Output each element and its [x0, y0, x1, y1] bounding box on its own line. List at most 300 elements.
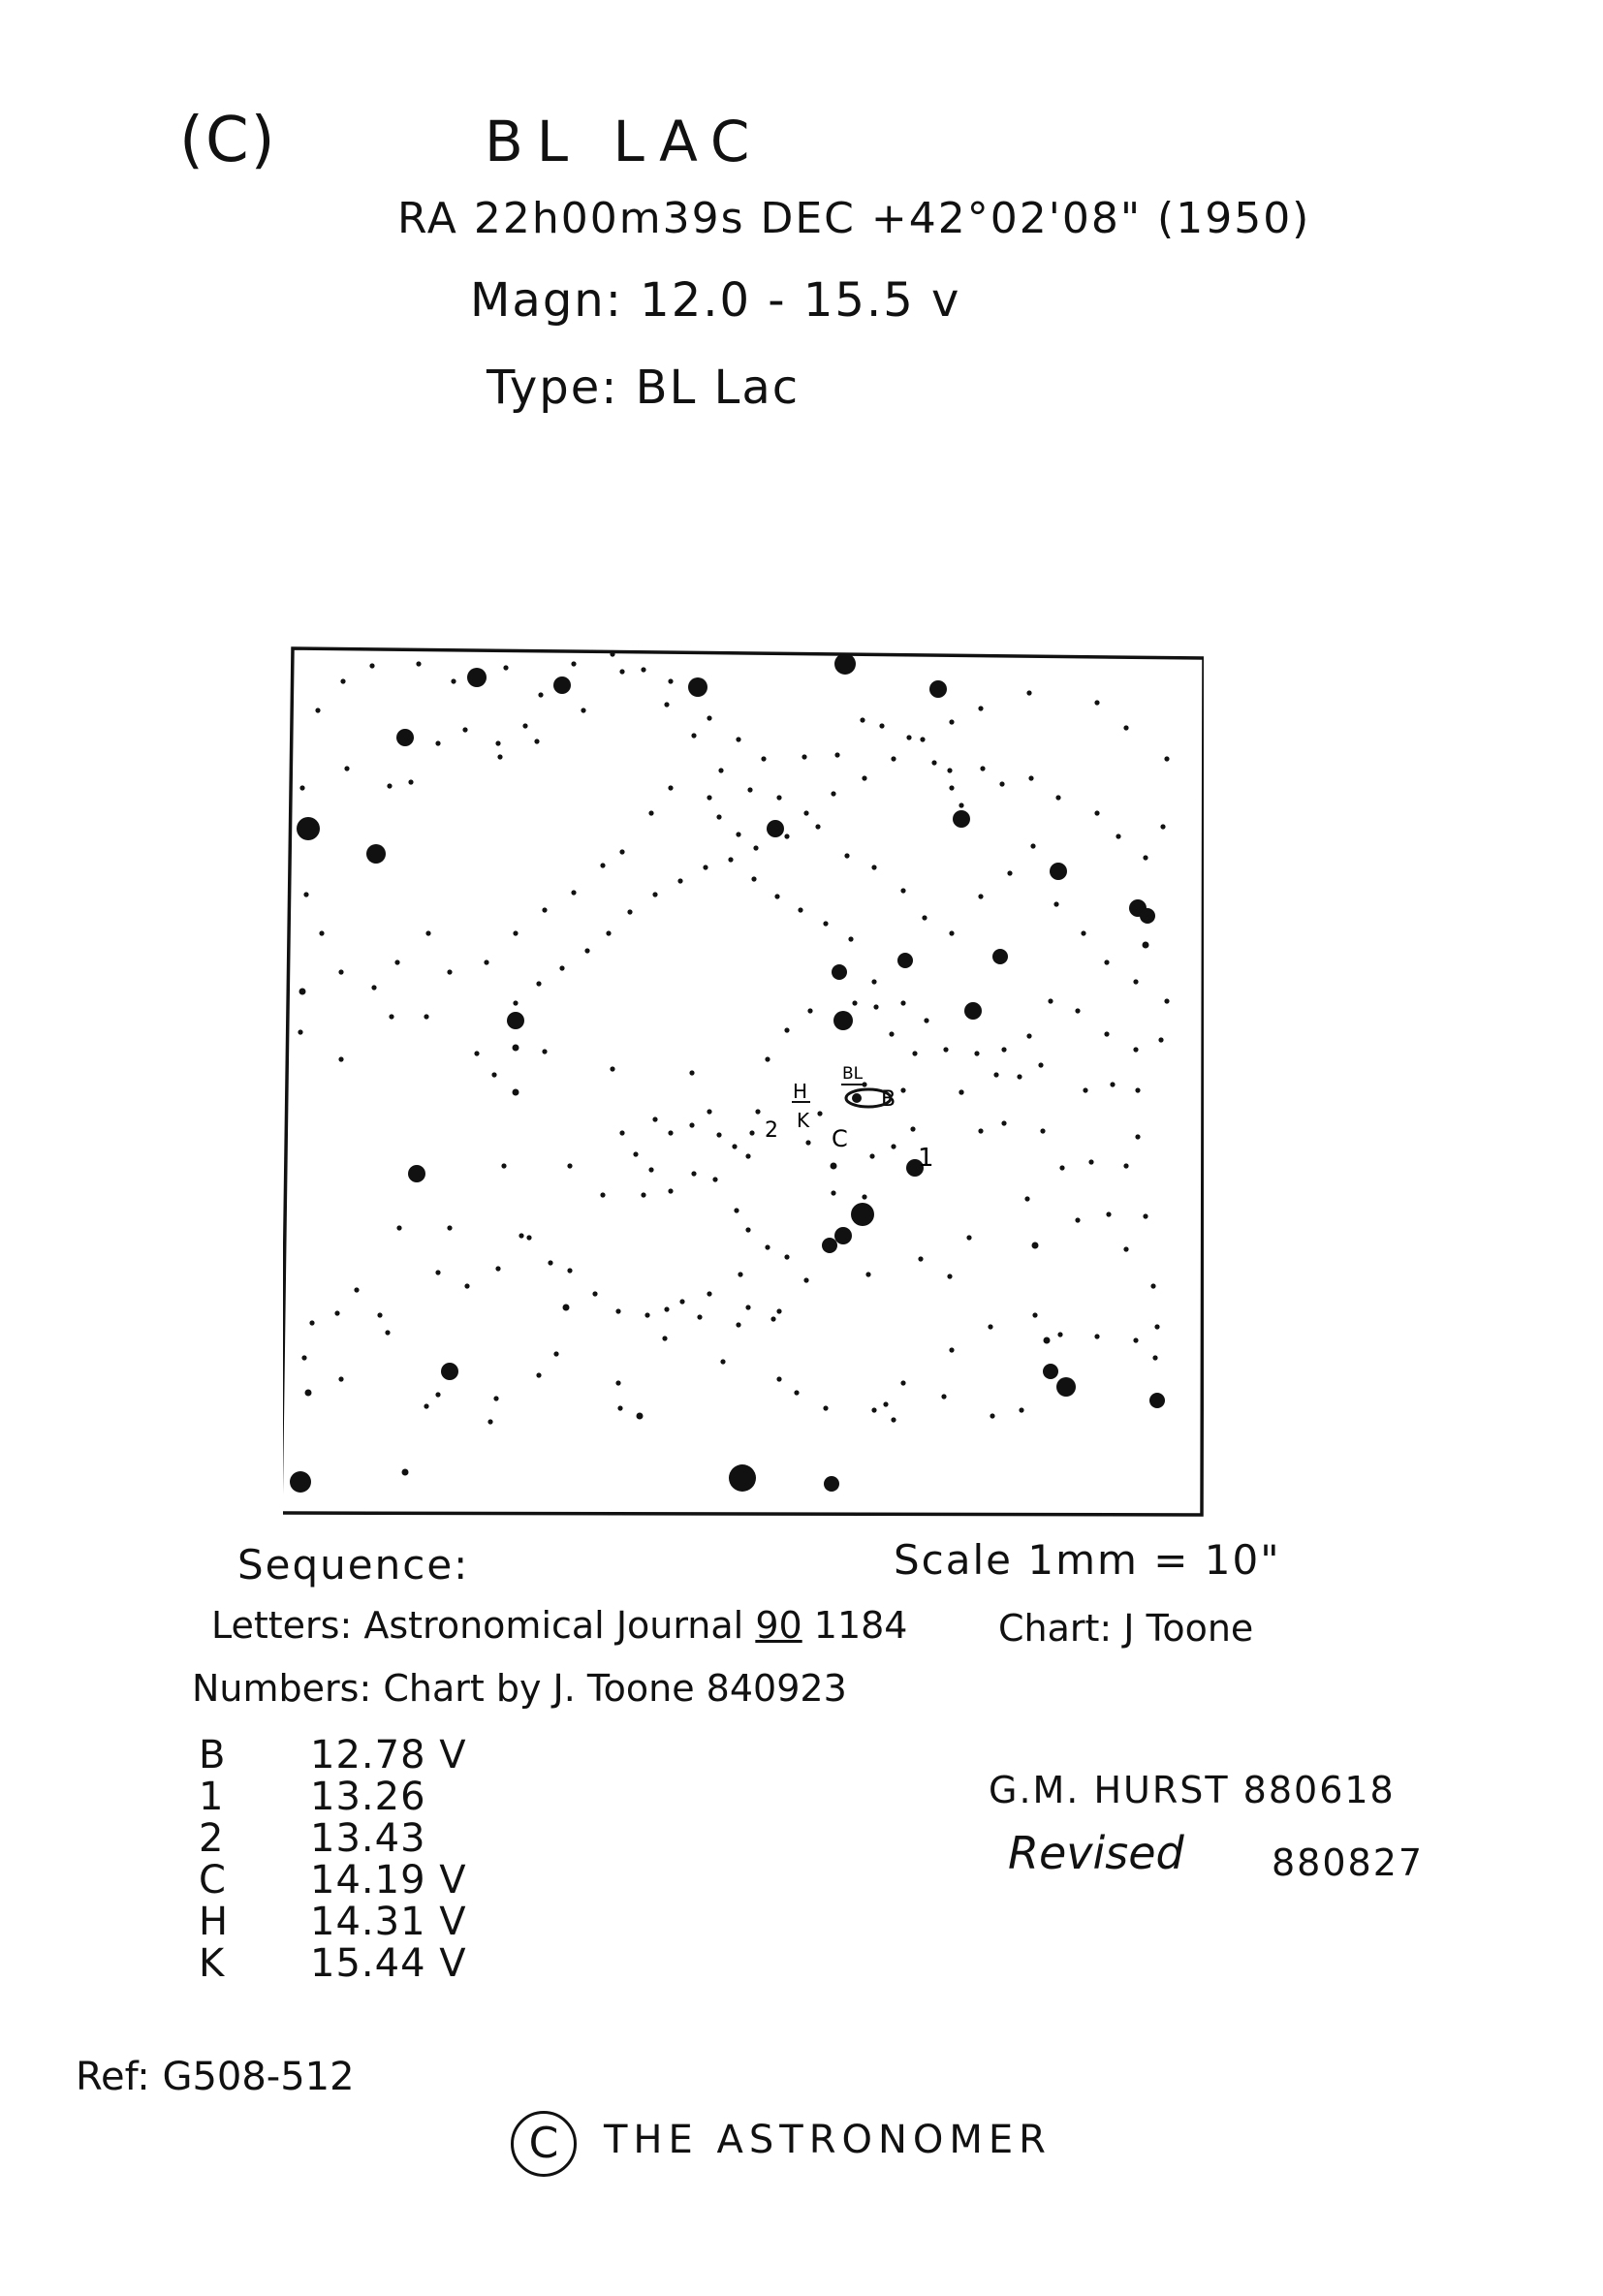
field-star	[354, 1287, 359, 1292]
field-star	[1081, 930, 1085, 935]
field-star	[844, 853, 849, 858]
sequence-mag: 14.31 V	[310, 1900, 467, 1944]
field-star	[707, 1291, 711, 1296]
field-star	[366, 844, 386, 864]
sequence-id: B	[199, 1733, 226, 1777]
field-star	[732, 1144, 737, 1148]
field-star	[534, 739, 539, 743]
field-star	[691, 733, 696, 738]
field-star	[964, 1002, 982, 1020]
field-star	[338, 1376, 343, 1381]
field-star	[734, 1208, 739, 1212]
field-star	[1048, 998, 1053, 1003]
field-star	[851, 1203, 874, 1226]
field-star	[484, 959, 488, 964]
field-star	[501, 1163, 506, 1168]
field-star	[784, 1254, 789, 1259]
field-star	[862, 1194, 866, 1199]
field-star	[824, 1476, 839, 1492]
field-star	[610, 651, 614, 656]
field-star	[299, 785, 304, 790]
field-star	[745, 1153, 750, 1158]
field-star	[542, 907, 547, 912]
field-star	[803, 1277, 808, 1282]
field-star	[571, 890, 576, 895]
field-star	[924, 1018, 928, 1022]
field-star	[949, 785, 954, 790]
field-star	[703, 865, 707, 869]
label-k: K	[797, 1109, 810, 1132]
field-star	[1149, 1393, 1165, 1408]
field-star	[377, 1312, 382, 1317]
field-star	[873, 1004, 878, 1009]
field-star	[802, 754, 806, 759]
field-star	[1135, 1134, 1140, 1139]
field-star	[860, 717, 864, 722]
field-star	[435, 1392, 440, 1397]
field-star	[1135, 1087, 1140, 1092]
coordinates: RA 22h00m39s DEC +42°02'08" (1950)	[397, 194, 1311, 243]
star-chart	[283, 643, 1204, 1534]
field-star	[435, 1270, 440, 1274]
field-star	[1094, 810, 1099, 815]
field-star	[1032, 1312, 1037, 1317]
field-star	[1007, 870, 1012, 875]
field-star	[751, 876, 756, 881]
field-star	[943, 1047, 948, 1052]
field-star	[1055, 795, 1060, 800]
field-star	[941, 1394, 946, 1399]
field-star	[803, 810, 808, 815]
field-star	[736, 1322, 740, 1327]
copyright-icon: C	[511, 2111, 577, 2177]
field-star	[978, 894, 983, 898]
field-star	[491, 1072, 496, 1077]
field-star	[389, 1014, 393, 1019]
field-star	[513, 1089, 519, 1096]
field-star	[641, 667, 645, 672]
field-star	[615, 1308, 620, 1313]
sequence-row	[199, 1943, 467, 1985]
field-star	[542, 1049, 547, 1054]
field-star	[999, 781, 1004, 786]
field-star	[729, 1464, 756, 1492]
field-star	[290, 1471, 311, 1493]
revised-label: Revised	[1008, 1827, 1184, 1879]
field-star	[648, 810, 653, 815]
field-star	[749, 1130, 754, 1135]
field-star	[753, 845, 758, 850]
field-star	[513, 930, 518, 935]
field-star	[592, 1291, 597, 1296]
field-star	[1001, 1120, 1006, 1125]
sequence-id: 1	[199, 1775, 224, 1819]
field-star	[1158, 1037, 1163, 1042]
field-star	[691, 1171, 696, 1176]
field-star	[493, 1396, 498, 1400]
field-star	[865, 1272, 870, 1276]
sequence-row	[199, 1818, 467, 1860]
field-star	[1028, 775, 1033, 780]
field-star	[641, 1192, 645, 1197]
field-star	[852, 1000, 857, 1005]
sequence-id: C	[199, 1858, 226, 1903]
field-star	[447, 1225, 452, 1230]
field-star	[1106, 1211, 1111, 1216]
field-star	[949, 719, 954, 724]
letters-volume: 90	[755, 1604, 802, 1647]
chart-scale: Scale 1mm = 10"	[894, 1536, 1281, 1584]
field-star	[1133, 1047, 1138, 1052]
field-star	[298, 1029, 302, 1034]
author-signature: G.M. HURST 880618	[989, 1769, 1396, 1811]
field-star	[416, 661, 421, 666]
field-star	[891, 1417, 896, 1422]
field-star	[617, 1405, 622, 1410]
field-star	[371, 985, 376, 990]
field-star	[408, 779, 413, 784]
field-star	[464, 1283, 469, 1288]
field-star	[871, 979, 876, 984]
field-star	[755, 1109, 760, 1114]
field-star	[1143, 855, 1147, 860]
field-star	[408, 1165, 425, 1182]
field-star	[385, 1330, 390, 1335]
field-star	[1110, 1082, 1115, 1086]
field-star	[871, 1407, 876, 1412]
field-star	[761, 756, 766, 761]
field-star	[831, 1190, 835, 1195]
field-star	[978, 1128, 983, 1133]
field-star	[784, 833, 789, 838]
field-star	[1094, 1334, 1099, 1338]
field-star	[396, 729, 414, 746]
field-star	[1123, 1163, 1128, 1168]
field-star	[1044, 1337, 1051, 1344]
field-star	[891, 756, 896, 761]
field-star	[600, 1192, 605, 1197]
field-star	[648, 1167, 653, 1172]
field-star	[474, 1051, 479, 1055]
field-star	[567, 1268, 572, 1273]
field-star	[424, 1014, 428, 1019]
field-star	[299, 989, 306, 995]
field-star	[301, 1355, 306, 1360]
field-star	[338, 1056, 343, 1061]
field-star	[441, 1363, 458, 1380]
sequence-mag: 15.44 V	[310, 1941, 467, 1986]
field-star	[679, 1299, 684, 1304]
field-star	[707, 715, 711, 720]
field-star	[720, 1359, 725, 1364]
field-star	[526, 1235, 531, 1240]
field-star	[451, 678, 456, 683]
field-star	[1056, 1377, 1076, 1397]
field-star	[767, 820, 784, 837]
field-star	[1026, 1033, 1031, 1038]
field-star	[879, 723, 884, 728]
sequence-row	[199, 1735, 467, 1777]
field-star	[834, 653, 856, 675]
label-bl: BL	[842, 1064, 864, 1084]
field-star	[831, 1163, 837, 1170]
field-star	[495, 740, 500, 745]
field-star	[334, 1310, 339, 1315]
label-b: B	[881, 1087, 896, 1112]
field-star	[832, 964, 847, 980]
field-star	[920, 737, 925, 741]
field-star	[610, 1066, 614, 1071]
field-star	[1075, 1008, 1080, 1013]
field-star	[519, 1233, 523, 1238]
sequence-mag: 13.43	[310, 1816, 426, 1861]
field-star	[716, 1132, 721, 1137]
field-star	[1164, 756, 1169, 761]
field-star	[1133, 979, 1138, 984]
field-star	[966, 1235, 971, 1240]
field-star	[805, 1140, 810, 1145]
sequence-mag: 14.19 V	[310, 1858, 467, 1903]
field-star	[1075, 1217, 1080, 1222]
field-star	[712, 1177, 717, 1181]
field-star	[548, 1260, 552, 1265]
field-star	[807, 1008, 812, 1013]
field-star	[1043, 1364, 1058, 1379]
field-star	[883, 1401, 888, 1406]
field-star	[1017, 1074, 1022, 1079]
field-star	[784, 1027, 789, 1032]
field-star	[303, 892, 308, 896]
field-star	[668, 1188, 673, 1193]
field-star	[947, 768, 952, 772]
field-star	[668, 1130, 673, 1135]
field-star	[897, 953, 913, 968]
field-star	[1143, 1213, 1147, 1218]
field-star	[394, 959, 399, 964]
label-2: 2	[765, 1118, 778, 1143]
field-star	[823, 1405, 828, 1410]
field-star	[1050, 863, 1067, 880]
field-star	[949, 930, 954, 935]
field-star	[794, 1390, 799, 1395]
field-star	[889, 1031, 894, 1036]
field-star	[736, 832, 740, 836]
field-star	[922, 915, 927, 920]
label-c: C	[832, 1125, 848, 1152]
field-star	[668, 785, 673, 790]
field-star	[765, 1056, 770, 1061]
field-star	[990, 1413, 994, 1418]
field-star	[869, 1153, 874, 1158]
field-star	[1123, 1246, 1128, 1251]
field-star	[947, 1274, 952, 1278]
field-star	[309, 1320, 314, 1325]
field-star	[988, 1324, 992, 1329]
sequence-id: H	[199, 1900, 229, 1944]
field-star	[305, 1390, 312, 1397]
field-star	[600, 863, 605, 867]
field-star	[910, 1126, 915, 1131]
field-star	[1038, 1062, 1043, 1067]
field-star	[536, 981, 541, 986]
field-star	[833, 1011, 853, 1030]
field-star	[633, 1151, 638, 1156]
field-star	[738, 1272, 742, 1276]
field-star	[567, 1163, 572, 1168]
sequence-row	[199, 1860, 467, 1902]
field-star	[697, 1314, 702, 1319]
field-star	[862, 775, 866, 780]
field-star	[822, 1238, 837, 1253]
field-star	[581, 708, 585, 712]
field-star	[953, 810, 970, 828]
field-star	[467, 668, 487, 687]
sequence-row	[199, 1777, 467, 1818]
field-star	[1154, 1324, 1159, 1329]
field-star	[668, 678, 673, 683]
field-star	[487, 1419, 492, 1424]
field-star	[770, 1316, 775, 1321]
field-star	[1026, 690, 1031, 695]
sequence-heading: Sequence:	[237, 1541, 470, 1588]
field-star	[871, 865, 876, 869]
field-star	[1040, 1128, 1045, 1133]
field-star	[1083, 1087, 1087, 1092]
field-star	[553, 676, 571, 694]
field-star	[974, 1051, 979, 1055]
field-star	[369, 663, 374, 668]
field-star	[435, 740, 440, 745]
field-star	[891, 1144, 896, 1148]
field-star	[747, 787, 752, 792]
field-star	[662, 1336, 667, 1340]
letters-source	[211, 1604, 907, 1647]
field-star	[462, 727, 467, 732]
field-star	[831, 791, 835, 796]
field-star	[513, 1000, 518, 1005]
field-star	[553, 1351, 558, 1356]
field-star	[736, 737, 740, 741]
bl-variable-star	[852, 1093, 862, 1103]
field-star	[297, 817, 320, 840]
field-star	[776, 1376, 781, 1381]
field-star	[1094, 700, 1099, 705]
field-star	[798, 907, 802, 912]
field-star	[906, 735, 911, 739]
chart-annotations	[765, 1064, 934, 1173]
sequence-id: 2	[199, 1816, 224, 1861]
label-1: 1	[918, 1144, 934, 1173]
field-star	[584, 948, 589, 953]
magnitude-range: Magn: 12.0 - 15.5 v	[470, 273, 961, 328]
field-star	[716, 814, 721, 819]
field-star	[929, 680, 947, 698]
field-star	[402, 1469, 409, 1476]
numbers-source: Numbers: Chart by J. Toone 840923	[192, 1667, 847, 1710]
field-star	[606, 930, 611, 935]
field-star	[1057, 1332, 1062, 1337]
letters-prefix: Letters: Astronomical Journal	[211, 1604, 756, 1647]
field-star	[1104, 1031, 1109, 1036]
field-star	[1133, 1337, 1138, 1342]
field-star	[776, 1308, 781, 1313]
field-star	[644, 1312, 649, 1317]
field-star	[563, 1305, 570, 1311]
field-star	[619, 1130, 624, 1135]
field-star	[1164, 998, 1169, 1003]
sequence-row	[199, 1902, 467, 1943]
field-star	[817, 1111, 822, 1116]
field-star	[338, 969, 343, 974]
field-star	[522, 723, 527, 728]
field-star	[900, 1000, 905, 1005]
chart-label: (C)	[179, 105, 277, 176]
field-star	[387, 783, 392, 788]
field-star	[912, 1051, 917, 1055]
field-star	[396, 1225, 401, 1230]
field-star	[615, 1380, 620, 1385]
field-star	[774, 894, 779, 898]
field-star	[513, 1045, 519, 1052]
field-star	[689, 1070, 694, 1075]
field-star	[1059, 1165, 1064, 1170]
field-star	[1160, 824, 1165, 829]
field-star	[571, 661, 576, 666]
field-star	[619, 669, 624, 674]
field-star	[815, 824, 820, 829]
field-star	[1152, 1355, 1157, 1360]
revised-date: 880827	[1272, 1841, 1425, 1884]
field-star	[959, 1089, 963, 1094]
field-star	[707, 795, 711, 800]
field-star	[1024, 1196, 1029, 1201]
field-star	[718, 768, 723, 772]
field-star	[900, 1087, 905, 1092]
field-star	[1053, 901, 1058, 906]
field-star	[1032, 1242, 1039, 1249]
field-star	[447, 969, 452, 974]
field-star	[765, 1244, 770, 1249]
field-star	[1001, 1047, 1006, 1052]
field-star	[1150, 1283, 1155, 1288]
field-star	[900, 1380, 905, 1385]
field-star	[664, 702, 669, 707]
field-star	[559, 965, 564, 970]
sequence-mag: 13.26	[310, 1775, 426, 1819]
field-star	[1019, 1407, 1023, 1412]
field-star	[992, 949, 1008, 964]
field-star	[848, 936, 853, 941]
field-star	[315, 708, 320, 712]
field-star	[1088, 1159, 1093, 1164]
field-star	[497, 754, 502, 759]
chart-author: Chart: J Toone	[998, 1607, 1254, 1650]
field-star	[1104, 959, 1109, 964]
field-star	[707, 1109, 711, 1114]
field-star	[652, 892, 657, 896]
field-star	[728, 857, 733, 862]
copyright-text: THE ASTRONOMER	[604, 2118, 1052, 2162]
field-star	[823, 921, 828, 926]
field-stars	[290, 651, 1170, 1493]
field-star	[637, 1413, 644, 1420]
sequence-list	[199, 1735, 467, 1985]
field-star	[424, 1403, 428, 1408]
letters-page: 1184	[802, 1604, 908, 1647]
field-star	[834, 1227, 852, 1244]
field-star	[1116, 833, 1120, 838]
field-star	[619, 849, 624, 854]
